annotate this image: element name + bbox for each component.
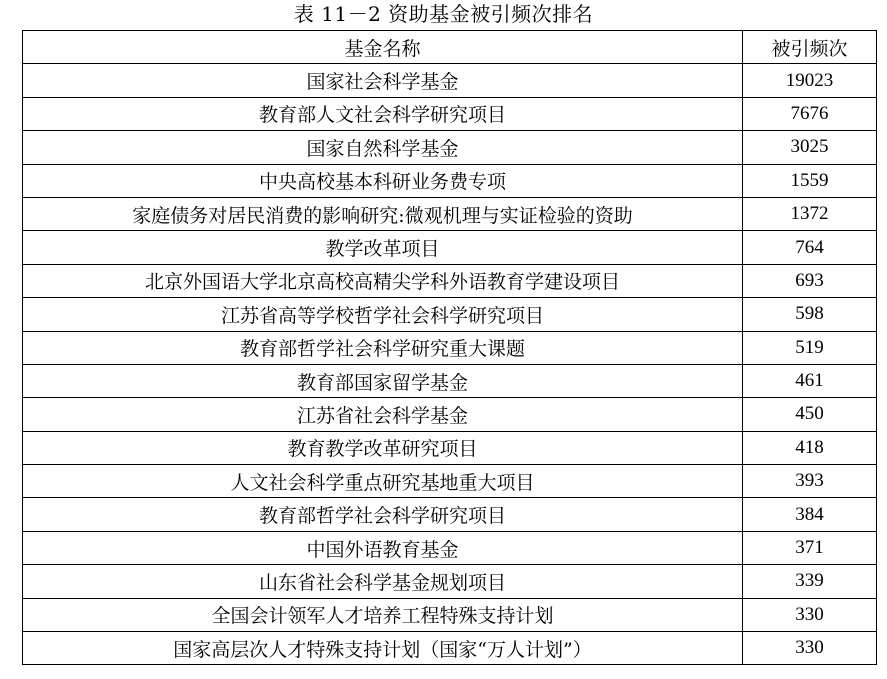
fund-name-cell: 教育部人文社会科学研究项目 bbox=[23, 97, 743, 130]
table-row bbox=[23, 598, 877, 631]
table-row bbox=[23, 531, 877, 564]
fund-name-cell: 教育部哲学社会科学研究项目 bbox=[23, 498, 743, 531]
fund-name-cell: 国家高层次人才特殊支持计划（国家“万人计划”） bbox=[23, 632, 743, 665]
table-row bbox=[23, 298, 877, 331]
table-row bbox=[23, 498, 877, 531]
table-row bbox=[23, 131, 877, 164]
fund-name-cell: 中央高校基本科研业务费专项 bbox=[23, 164, 743, 197]
fund-name-cell: 国家自然科学基金 bbox=[23, 131, 743, 164]
citation-count-cell: 384 bbox=[743, 498, 877, 531]
table-row bbox=[23, 164, 877, 197]
fund-name-cell: 国家社会科学基金 bbox=[23, 64, 743, 97]
citation-count-cell: 330 bbox=[743, 632, 877, 665]
table-header-row bbox=[23, 31, 877, 64]
table-row bbox=[23, 197, 877, 230]
citation-count-cell: 3025 bbox=[743, 131, 877, 164]
citation-count-cell: 693 bbox=[743, 264, 877, 297]
table-row bbox=[23, 64, 877, 97]
table-caption: 表 11－2 资助基金被引频次排名 bbox=[293, 2, 594, 26]
citation-count-cell: 461 bbox=[743, 364, 877, 397]
fund-name-cell: 教育教学改革研究项目 bbox=[23, 431, 743, 464]
citation-count-cell: 764 bbox=[743, 231, 877, 264]
citation-count-cell: 1559 bbox=[743, 164, 877, 197]
citation-count-cell: 418 bbox=[743, 431, 877, 464]
table-row bbox=[23, 565, 877, 598]
citation-count-cell: 598 bbox=[743, 298, 877, 331]
citation-count-cell: 371 bbox=[743, 531, 877, 564]
fund-name-cell: 山东省社会科学基金规划项目 bbox=[23, 565, 743, 598]
table-row bbox=[23, 465, 877, 498]
table-row bbox=[23, 398, 877, 431]
table-row bbox=[23, 231, 877, 264]
fund-name-cell: 人文社会科学重点研究基地重大项目 bbox=[23, 465, 743, 498]
table-row bbox=[23, 331, 877, 364]
column-header-fund-name: 基金名称 bbox=[23, 31, 743, 64]
fund-name-cell: 中国外语教育基金 bbox=[23, 531, 743, 564]
citation-count-cell: 1372 bbox=[743, 197, 877, 230]
fund-name-cell: 家庭债务对居民消费的影响研究:微观机理与实证检验的资助 bbox=[23, 197, 743, 230]
fund-name-cell: 教育部哲学社会科学研究重大课题 bbox=[23, 331, 743, 364]
column-header-citation-count: 被引频次 bbox=[743, 31, 877, 64]
fund-name-cell: 教育部国家留学基金 bbox=[23, 364, 743, 397]
fund-name-cell: 北京外国语大学北京高校高精尖学科外语教育学建设项目 bbox=[23, 264, 743, 297]
fund-citation-table bbox=[22, 30, 877, 665]
fund-name-cell: 全国会计领军人才培养工程特殊支持计划 bbox=[23, 598, 743, 631]
citation-count-cell: 339 bbox=[743, 565, 877, 598]
table-row bbox=[23, 364, 877, 397]
table-row bbox=[23, 97, 877, 130]
citation-count-cell: 330 bbox=[743, 598, 877, 631]
fund-name-cell: 江苏省高等学校哲学社会科学研究项目 bbox=[23, 298, 743, 331]
citation-count-cell: 519 bbox=[743, 331, 877, 364]
fund-name-cell: 江苏省社会科学基金 bbox=[23, 398, 743, 431]
citation-count-cell: 7676 bbox=[743, 97, 877, 130]
table-row bbox=[23, 632, 877, 665]
fund-name-cell: 教学改革项目 bbox=[23, 231, 743, 264]
citation-count-cell: 450 bbox=[743, 398, 877, 431]
citation-count-cell: 19023 bbox=[743, 64, 877, 97]
table-row bbox=[23, 431, 877, 464]
table-row bbox=[23, 264, 877, 297]
citation-count-cell: 393 bbox=[743, 465, 877, 498]
